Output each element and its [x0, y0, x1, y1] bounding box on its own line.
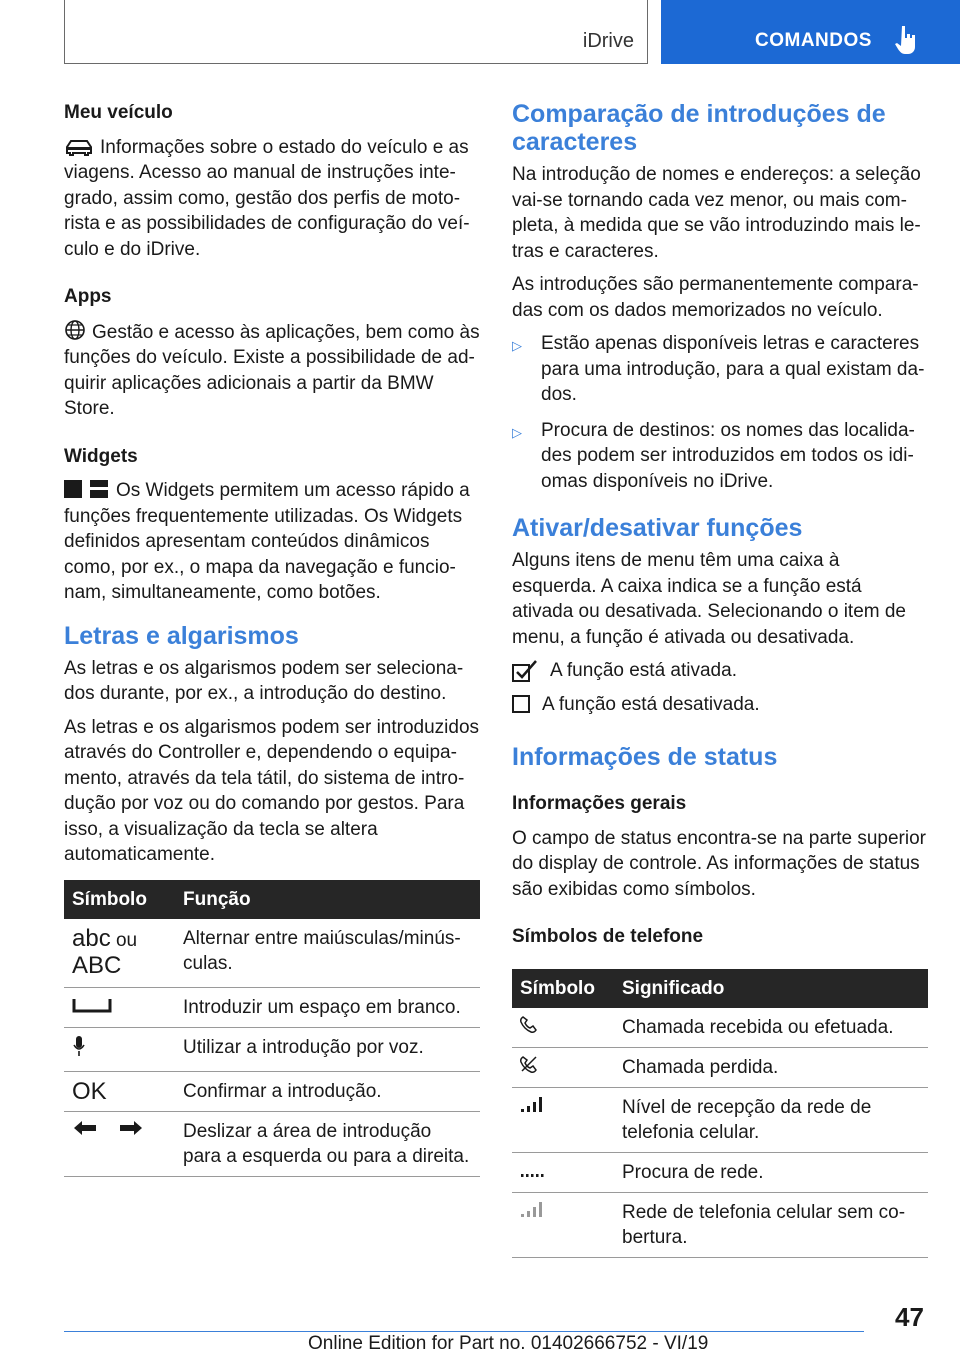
status-p1: O campo de status encontra-se na parte superior do display de controle. As informações de status são exibidas como símbolos. [512, 827, 927, 900]
bullet-triangle-icon: ▷ [512, 338, 522, 353]
widgets-icon [64, 479, 110, 499]
table-row [512, 1087, 928, 1152]
page-number: 47 [895, 1302, 924, 1332]
space-bar-icon [72, 995, 112, 1013]
meaning-text: Nível de recepção da rede de telefonia celular. [614, 1087, 928, 1152]
table-row [512, 1047, 928, 1087]
table-row [64, 1027, 480, 1071]
apps-text [64, 319, 480, 422]
apps-body: Gestão e acesso às aplicações, bem como às funções do veículo. Existe a possibilidade de adquirir aplicações adicionais a partir da BMW Store. [64, 321, 480, 419]
table-row [64, 987, 480, 1027]
table-header-symbol: Símbolo [64, 880, 175, 919]
table-row [512, 1152, 928, 1192]
checkbox-on-text: A função está ativada. [550, 660, 737, 681]
comparacao-p1: Na introdução de nomes e endereços: a seleção vai-se tornando cada vez menor, ou mais completa, à medida que se vão introduzindo mais letras e caracteres. [512, 164, 921, 262]
signal-icon [520, 1095, 546, 1113]
function-text: Confirmar a introdução. [175, 1071, 480, 1111]
bullet-text: Estão apenas disponíveis letras e caracteres para uma introdução, para a qual existam dados. [541, 333, 925, 405]
microphone-icon [72, 1035, 86, 1057]
table-header-symbol: Símbolo [512, 969, 614, 1008]
ativar-p1: Alguns itens de menu têm uma caixa à esquerda. A caixa indica se a função está ativada ou desativada. Selecionando o item de menu, a função é ativada ou desativada. [512, 550, 906, 648]
widgets-body: Os Widgets permitem um acesso rápido a funções frequentemente utilizadas. Os Widgets definidos apresentam conteúdos dinâmicos como, por ex., o mapa da navegação e funcionam, simultaneamente, como botões. [64, 480, 470, 603]
letras-p2: As letras e os algarismos podem ser introduzidos através do Controller e, dependendo o equipamento, através da tela tátil, do sistema de introdução por voz ou do comando por gestos. Para isso, a visualização da tecla se altera automaticamente. [64, 716, 480, 865]
header-section-label: iDrive [582, 30, 634, 52]
pointing-hand-icon [895, 24, 917, 54]
list-item [512, 331, 928, 408]
meaning-text: Rede de telefonia celular sem cobertura. [614, 1192, 928, 1257]
meaning-text: Procura de rede. [614, 1152, 928, 1192]
right-column [512, 100, 928, 1258]
checkbox-empty-icon [512, 694, 532, 714]
header-tab [661, 0, 960, 64]
function-text: Deslizar a área de introdução para a esquerda ou para a direita. [175, 1111, 480, 1176]
checkbox-checked-icon [512, 660, 542, 682]
left-column [64, 100, 480, 1177]
status-sub-gerais: Informações gerais [512, 793, 687, 814]
meu-veiculo-title: Meu veículo [64, 102, 173, 123]
meu-veiculo-text [64, 135, 480, 263]
letras-table [64, 880, 480, 1177]
widgets-title: Widgets [64, 445, 138, 467]
missed-call-icon [520, 1055, 538, 1073]
table-row [64, 1071, 480, 1111]
abc-label: abc [72, 924, 111, 952]
no-signal-icon [520, 1200, 546, 1218]
symbol-abc [64, 919, 175, 988]
ABC-label: ABC [72, 951, 122, 979]
meaning-text: Chamada perdida. [614, 1047, 928, 1087]
phone-symbols-table [512, 969, 928, 1258]
comparacao-p2: As introduções são permanentemente comparadas com os dados memorizados no veículo. [512, 274, 919, 321]
car-icon [64, 138, 94, 156]
or-label: ou [115, 929, 138, 951]
letras-p1: As letras e os algarismos podem ser selecionados durante, por ex., a introdução do destino. [64, 657, 464, 704]
letras-heading: Letras e algarismos [64, 621, 299, 650]
apps-title: Apps [64, 286, 112, 307]
apps-globe-icon [64, 319, 86, 341]
widgets-text [64, 478, 480, 606]
table-row [512, 1192, 928, 1257]
table-header-meaning: Significado [614, 969, 928, 1008]
table-row [64, 919, 480, 988]
footer-divider [64, 1331, 864, 1332]
bullet-text: Procura de destinos: os nomes das localidades podem ser introduzidos em todos os idiomas disponíveis no iDrive. [541, 419, 915, 492]
function-text: Utilizar a introdução por voz. [175, 1027, 480, 1071]
checkbox-off-row [512, 692, 928, 718]
header-tab-label: COMANDOS [755, 30, 872, 51]
meaning-text: Chamada recebida ou efetuada. [614, 1008, 928, 1048]
bullet-triangle-icon: ▷ [512, 424, 522, 440]
function-text: Alternar entre maiúsculas/minúsculas. [175, 919, 480, 988]
phone-icon [520, 1015, 538, 1033]
table-row [512, 1008, 928, 1048]
arrows-icon [72, 1119, 144, 1137]
list-item [512, 418, 928, 495]
ativar-heading: Ativar/desativar funções [512, 514, 803, 542]
status-sub-telefone: Símbolos de telefone [512, 926, 704, 947]
meu-veiculo-body: Informações sobre o estado do veículo e as viagens. Acesso ao manual de instruções integrado, assim como, gestão dos perfis de motorista e as possibilidades de configuração do veículo e do iDrive. [64, 136, 470, 260]
network-search-icon [520, 1160, 546, 1178]
status-heading: Informações de status [512, 743, 778, 771]
table-header-function: Função [175, 880, 480, 919]
function-text: Introduzir um espaço em branco. [175, 987, 480, 1027]
comparacao-heading: Comparação de introduções de caracteres [512, 100, 886, 156]
checkbox-off-text: A função está desativada. [542, 693, 760, 715]
header-box [64, 0, 648, 64]
table-row [64, 1111, 480, 1176]
checkbox-on-row [512, 658, 928, 684]
ok-symbol: OK [64, 1071, 175, 1111]
footer-edition: Online Edition for Part no. 01402666752 - VI/19 [308, 1333, 709, 1354]
